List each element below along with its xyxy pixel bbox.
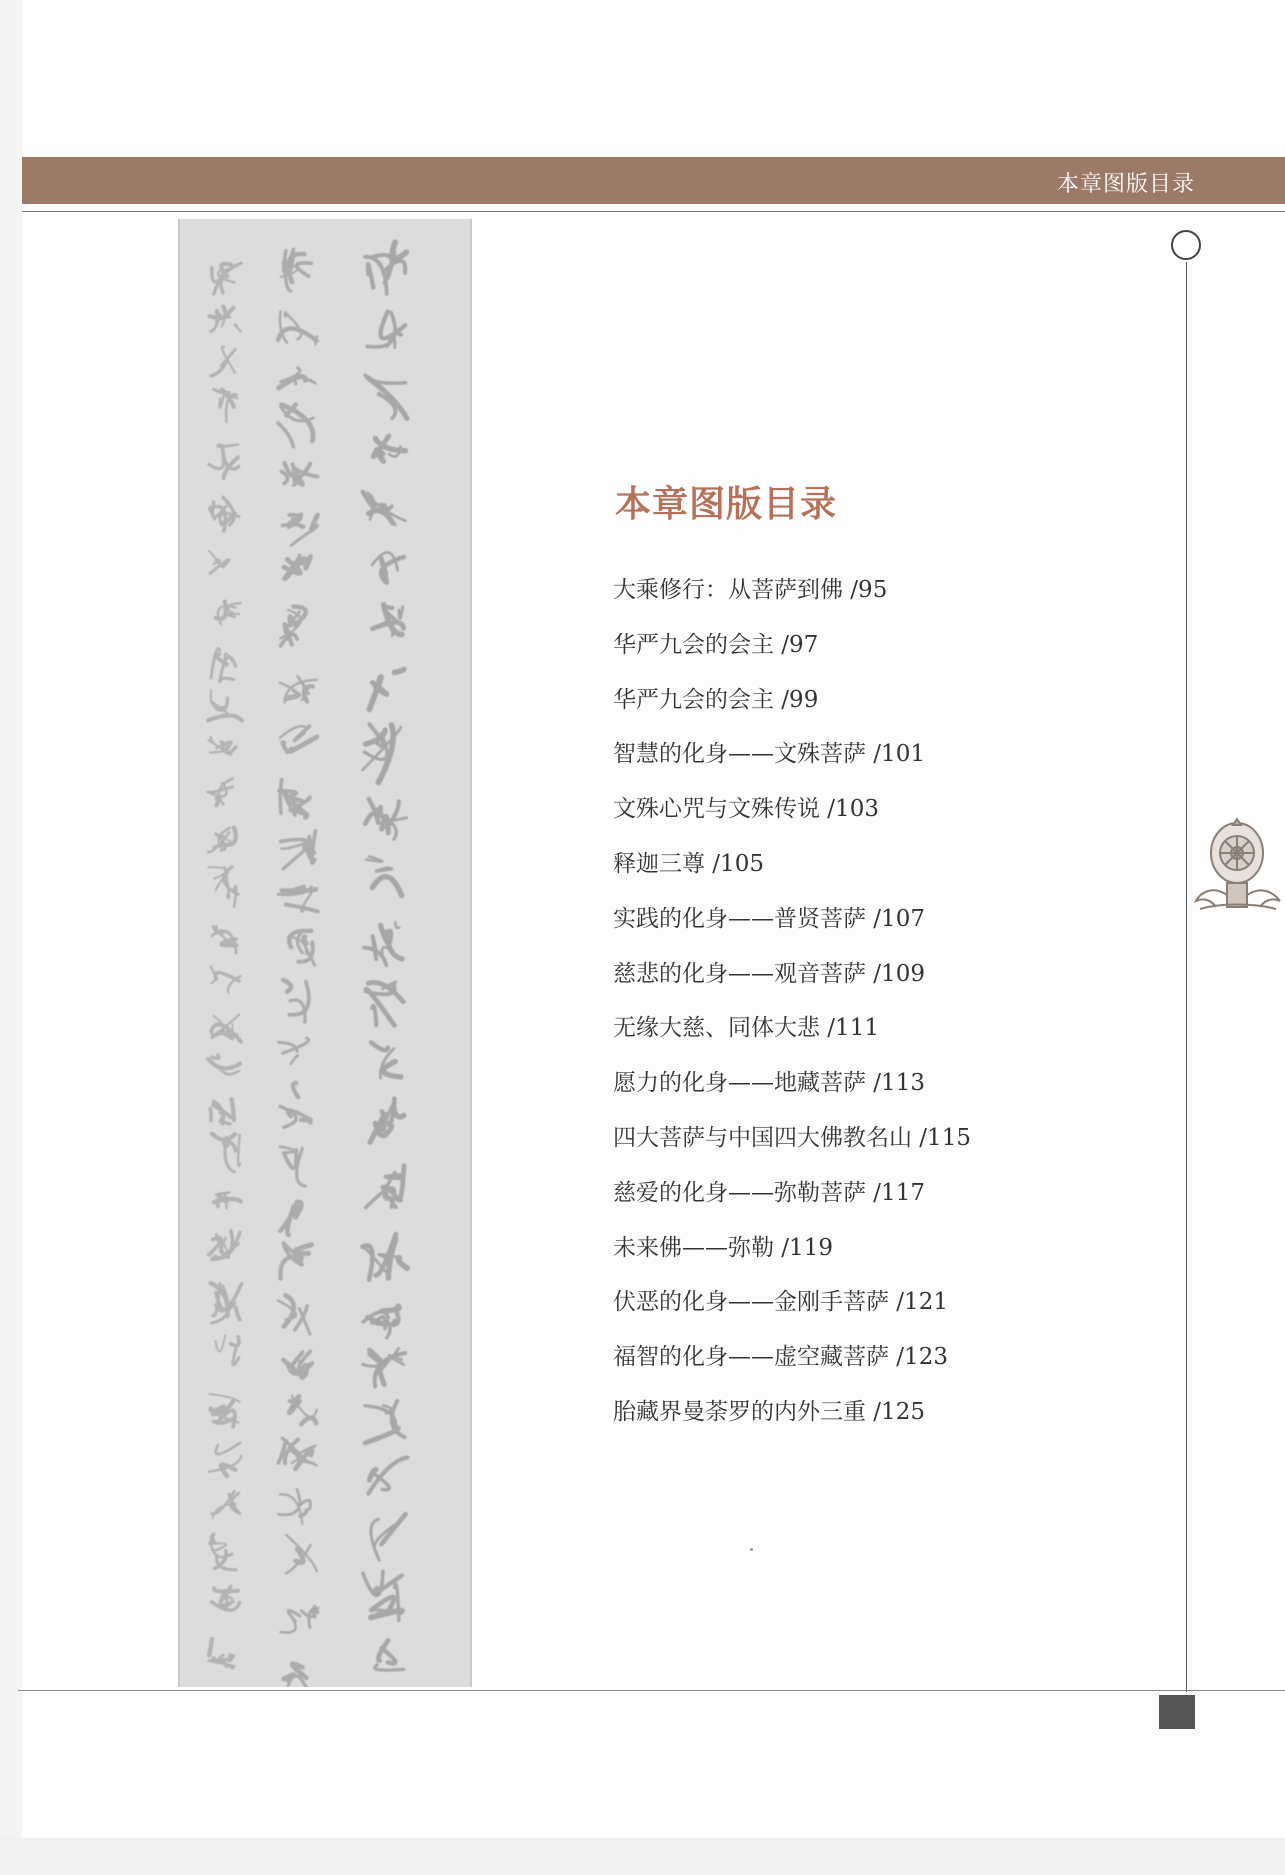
list-item: 四大菩萨与中国四大佛教名山 /115 [613,1124,971,1151]
calligraphy-stroke [287,1206,293,1235]
calligraphy-stroke [229,1654,233,1660]
calligraphy-stroke [234,886,236,907]
list-item: 华严九会的会主 /97 [613,631,819,658]
calligraphy-stroke [382,817,389,833]
calligraphy-stroke [363,1571,383,1595]
calligraphy-stroke [283,980,291,992]
calligraphy-stroke [365,814,378,824]
list-item: 福智的化身——虚空藏菩萨 /123 [613,1344,948,1371]
calligraphy-stroke [368,264,373,288]
toc-title: 本章图版目录 [615,484,838,525]
calligraphy-stroke [383,1061,400,1076]
calligraphy-stroke [238,1135,240,1166]
calligraphy-stroke [371,1042,388,1050]
calligraphy-stroke [215,973,239,981]
calligraphy-stroke [213,926,216,931]
calligraphy-stroke [381,926,391,943]
calligraphy-stroke [372,1006,376,1026]
calligraphy-stroke [280,1147,295,1153]
calligraphy-stroke [372,877,401,896]
calligraphy-stroke [306,557,311,569]
calligraphy-stroke [382,1306,399,1311]
calligraphy-stroke [311,515,317,530]
calligraphy-stroke [383,261,405,273]
calligraphy-stroke [397,1166,405,1201]
calligraphy-stroke [394,669,404,672]
calligraphy-stroke [216,1443,240,1454]
calligraphy-stroke [399,607,403,619]
calligraphy-stroke [213,1658,230,1660]
calligraphy-stroke [209,456,223,469]
list-item: 愿力的化身——地藏菩萨 /113 [613,1070,925,1097]
list-item: 智慧的化身——文殊菩萨 /101 [613,741,925,768]
list-item: 慈爱的化身——弥勒菩萨 /117 [613,1179,925,1206]
calligraphy-stroke [300,1500,311,1509]
page-marker-block [1159,1695,1195,1729]
calligraphy-stroke [294,1245,311,1254]
calligraphy-stroke [398,1258,407,1268]
calligraphy-stroke [212,1055,219,1058]
calligraphy-stroke [295,726,310,740]
calligraphy-stroke [234,324,241,331]
header-divider [22,211,1285,212]
calligraphy-stroke [281,471,287,483]
calligraphy-stroke [209,551,223,567]
list-item: 伏恶的化身——金刚手菩萨 /121 [613,1289,948,1316]
calligraphy-stroke [236,1308,240,1320]
calligraphy-stroke [284,1675,294,1680]
calligraphy-scroll-image [178,219,472,1687]
list-item: 华严九会的会主 /99 [613,686,819,713]
calligraphy-stroke [233,1345,239,1365]
list-item: 未来佛——弥勒 /119 [613,1234,833,1261]
timeline-line [1186,262,1187,1692]
dharma-wheel-icon [1190,815,1285,925]
list-item: 胎藏界曼荼罗的内外三重 /125 [613,1398,925,1425]
calligraphy-stroke [381,1514,405,1544]
calligraphy-stroke [216,1335,226,1351]
calligraphy-stroke [210,1109,211,1121]
calligraphy-stroke [211,358,228,376]
list-item: 释迦三尊 /105 [613,850,764,877]
calligraphy-stroke [282,405,313,441]
timeline-circle-icon [1171,230,1201,260]
list-item: 大乘修行：从菩萨到佛 /95 [613,577,888,603]
calligraphy-stroke [284,1295,294,1326]
section-header-label: 本章图版目录 [1056,172,1195,197]
calligraphy-stroke [377,449,384,461]
calligraphy-stroke [297,263,312,276]
calligraphy-stroke [208,716,242,721]
calligraphy-stroke [301,1418,316,1424]
calligraphy-stroke [392,242,406,258]
calligraphy-stroke [374,1665,403,1670]
calligraphy-stroke [288,1610,300,1621]
speck [750,1548,753,1551]
list-item: 文殊心咒与文殊传说 /103 [613,796,879,823]
calligraphy-stroke [278,423,293,447]
calligraphy-stroke [227,614,239,617]
calligraphy-stroke [209,1238,221,1255]
calligraphy-stroke [209,1639,212,1656]
list-item: 实践的化身——普贤菩萨 /107 [613,905,925,932]
calligraphy-stroke [212,1535,215,1543]
list-item: 无缘大慈、同体大悲 /111 [613,1015,879,1042]
plate-list [613,570,971,1447]
calligraphy-stroke [376,868,391,871]
calligraphy-stroke [282,742,287,752]
section-header-band [22,157,1285,204]
page-edge-shadow [0,0,22,1875]
calligraphy-stroke [395,923,399,928]
calligraphy-stroke [212,1134,235,1140]
calligraphy-stroke [291,1056,298,1064]
calligraphy-stroke [221,678,234,679]
footer-divider [18,1690,1285,1691]
calligraphy-strokes [180,219,470,1687]
page-bottom-shadow [0,1838,1285,1875]
calligraphy-stroke [366,856,382,861]
calligraphy-stroke [211,737,213,743]
calligraphy-stroke [286,313,301,339]
calligraphy-stroke [216,1193,229,1196]
calligraphy-stroke [208,1059,240,1069]
list-item: 慈悲的化身——观音菩萨 /109 [613,960,925,987]
calligraphy-stroke [280,780,282,813]
calligraphy-stroke [293,1083,298,1097]
